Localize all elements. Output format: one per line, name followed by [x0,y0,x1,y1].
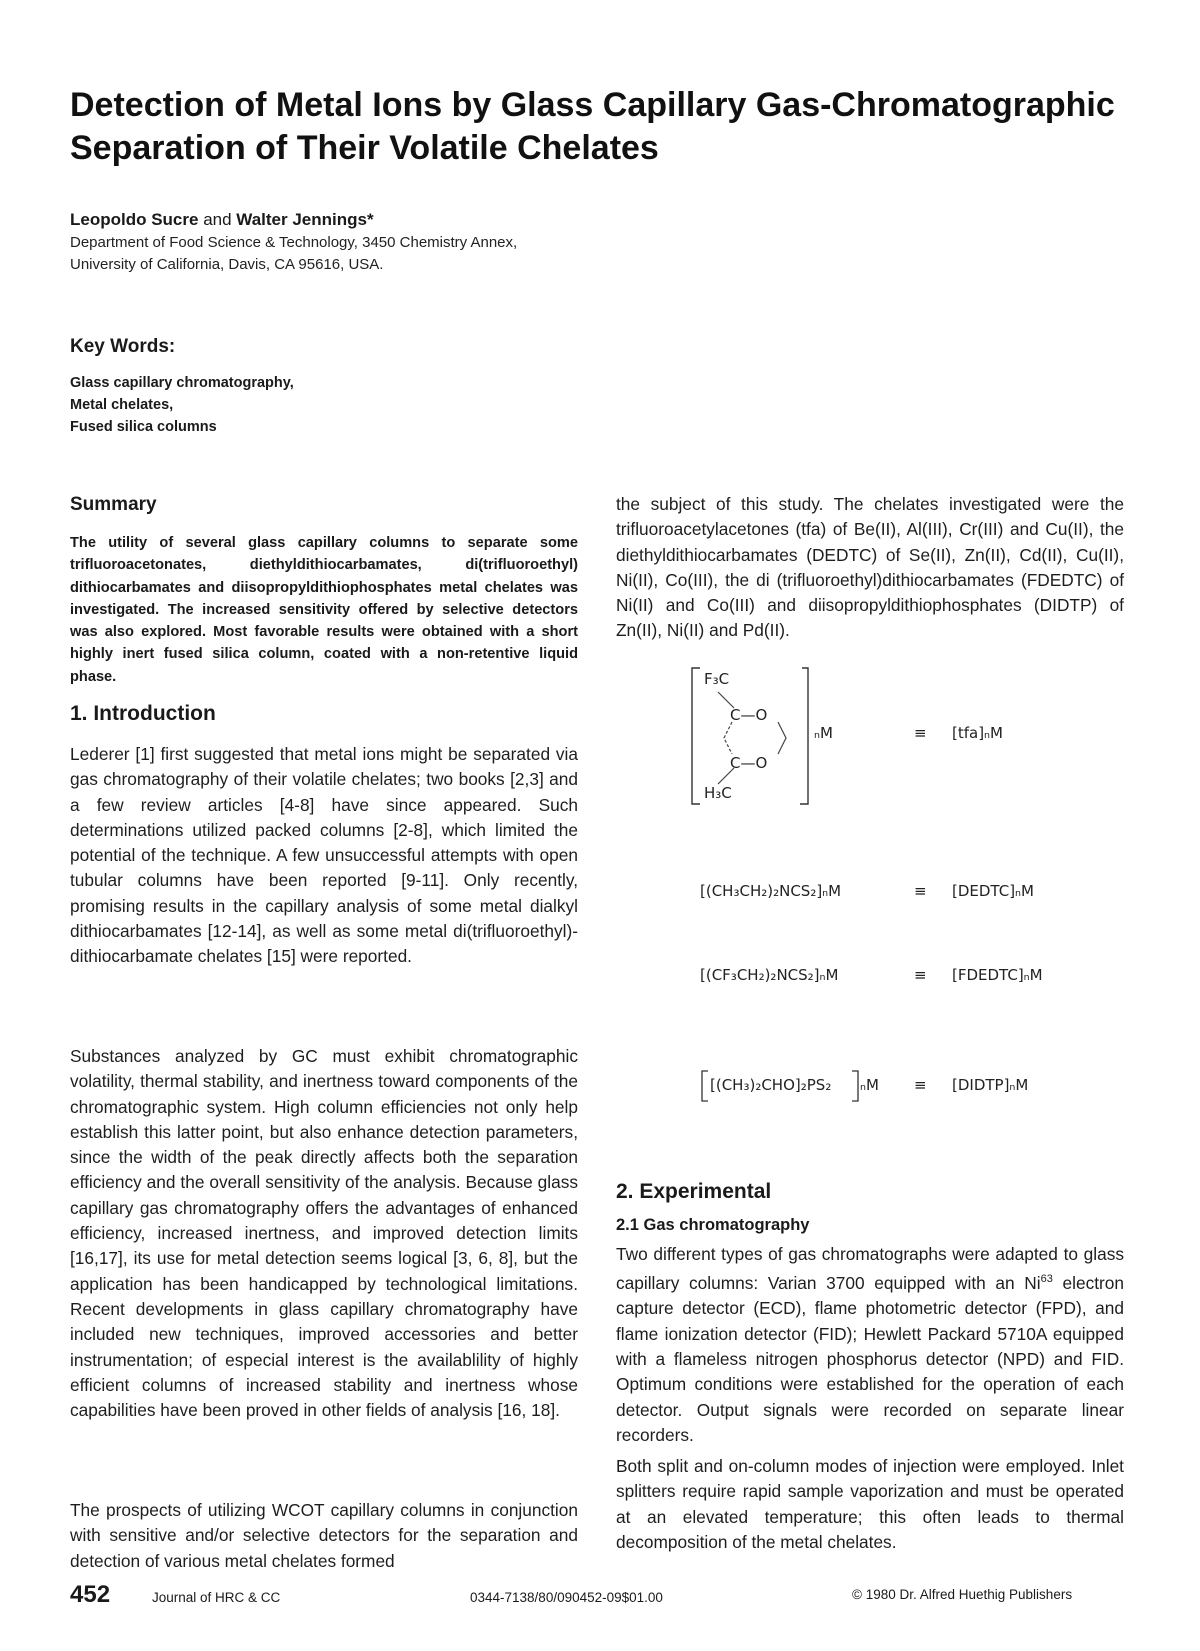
dedtc-formula: [(CH₃CH₂)₂NCS₂]ₙM [700,882,842,900]
keyword-item: Glass capillary chromatography, [70,375,294,391]
equiv-sign: ≡ [914,1076,927,1094]
experimental-paragraph-2: Both split and on-column modes of injection were employed. Inlet splitters require rapid sample vaporization and must be operated at an elevated temperature; this often leads to thermal decomposition of the metal chelates. [616,1456,1124,1552]
introduction-heading: 1. Introduction [70,702,216,725]
tfa-abbreviation: [tfa]ₙM [952,724,1003,742]
introduction-paragraph-1: Lederer [1] first suggested that metal ions might be separated via gas chromatography of their volatile chelates; two books [2,3] and a few review articles [4-8] have since appeared. Such determinations utilized packed columns [2-8], which limited the potential of the technique. A few unsuccessful attempts with open tubular columns have been reported [9-11]. Only recently, promising results in the capillary analysis of some metal dialkyl dithiocarbamates [12-14], as well as some metal di(trifluoroethyl)-dithiocarbamate chelates [15] were reported. [70,744,578,967]
tfa-h3c-label: H₃C [704,784,732,802]
tfa-lower-co: C—O [730,754,768,772]
equiv-sign: ≡ [914,966,927,984]
introduction-paragraph-3: The prospects of utilizing WCOT capillary columns in conjunction with sensitive and/or selective detectors for the separation and detection of various metal chelates formed [70,1500,578,1571]
didtp-formula: [(CH₃)₂CHO]₂PS₂ [710,1076,832,1094]
equiv-sign: ≡ [914,724,927,742]
authors [70,210,374,230]
fdedtc-abbreviation: [FDEDTC]ₙM [952,966,1043,984]
equiv-sign: ≡ [914,882,927,900]
keywords-list [70,372,294,438]
journal-name: Journal of HRC & CC [152,1590,281,1605]
dedtc-abbreviation: [DEDTC]ₙM [952,882,1034,900]
keyword-item: Metal chelates, [70,397,174,413]
author-1: Leopoldo Sucre [70,210,199,229]
right-column-paragraph: the subject of this study. The chelates investigated were the trifluoroacetylacetones (tfa) of Be(II), Al(III), Cr(III) and Cu(II), the diethyldithiocarbamates (DEDTC) of Se(II), Zn(II), Cd(II), Cu(II), Ni(II), Co(III), the di (trifluoroethyl)dithiocarbamates (FDEDTC) of Ni(II) and Co(III) and diisopropyldithiophosphates (DIDTP) of Zn(II), Ni(II) and Pd(II). [616,494,1124,641]
author-2: Walter Jennings* [236,210,374,229]
tfa-nm: ₙM [814,724,833,742]
keyword-item: Fused silica columns [70,419,217,435]
tfa-structure [690,664,810,814]
affiliation [70,232,517,276]
didtp-formula-group [700,1070,880,1102]
experimental-paragraph-1: Two different types of gas chromatographs were adapted to glass capillary columns: Varian 3700 equipped with an Ni$^{63}$ electron capture detector (ECD), flame photometric detector (FPD), and flame ionization detector (FID); Hewlett Packard 5710A equipped with a flameless nitrogen phosphorus detector (NPD) and FID. Optimum conditions were established for the operation of each detector. Output signals were recorded on separate linear recorders. [616,1244,1124,1445]
fdedtc-formula: [(CF₃CH₂)₂NCS₂]ₙM [700,966,839,984]
authors-conjunction: and [198,210,237,229]
affiliation-line-2: University of California, Davis, CA 95616, USA. [70,256,384,273]
introduction-paragraph-2: Substances analyzed by GC must exhibit chromatographic volatility, thermal stability, and inertness toward components of the chromatographic system. High column efficiencies not only help establish this latter point, but also enhance detection parameters, since the width of the peak directly affects both the separation efficiency and the overall sensitivity of the analysis. Because glass capillary gas chromatography offers the advantages of enhanced efficiency, increased inertness, and improved detection limits [16,17], its use for metal detection seems logical [3, 6, 8], but the application has been handicapped by technological limitations. Recent developments in glass capillary chromatography have included new techniques, improved accessories and better instrumentation; of especial interest is the availablility of highly efficient columns of increased stability and inertness whose capabilities have been proved in other fields of analysis [16, 18]. [70,1046,578,1421]
gas-chromatography-subheading: 2.1 Gas chromatography [616,1216,810,1234]
summary-text: The utility of several glass capillary columns to separate some trifluoroacetonates, diethyldithiocarbamates, di(trifluoroethyl) dithiocarbamates and diisopropyldithiophosphates metal chelates was investigated. The increased sensitivity offered by selective detectors was also explored. Most favorable results were obtained with a short highly inert fused silica column, coated with a non-retentive liquid phase. [70,535,578,685]
experimental-heading: 2. Experimental [616,1180,772,1203]
didtp-nm: ₙM [860,1076,879,1094]
affiliation-line-1: Department of Food Science & Technology, 3450 Chemistry Annex, [70,234,518,251]
article-code: 0344-7138/80/090452-09$01.00 [470,1590,663,1605]
page-number: 452 [70,1581,111,1608]
didtp-abbreviation: [DIDTP]ₙM [952,1076,1029,1094]
isotope-superscript: 63 [1040,1273,1053,1286]
copyright: © 1980 Dr. Alfred Huethig Publishers [852,1587,1073,1602]
keywords-heading: Key Words: [70,336,176,357]
tfa-upper-co: C—O [730,706,768,724]
summary-heading: Summary [70,494,157,515]
tfa-f3c-label: F₃C [704,670,730,688]
paper-title: Detection of Metal Ions by Glass Capillary Gas-Chromatographic Separation of Their Volatile Chelates [70,86,1115,167]
